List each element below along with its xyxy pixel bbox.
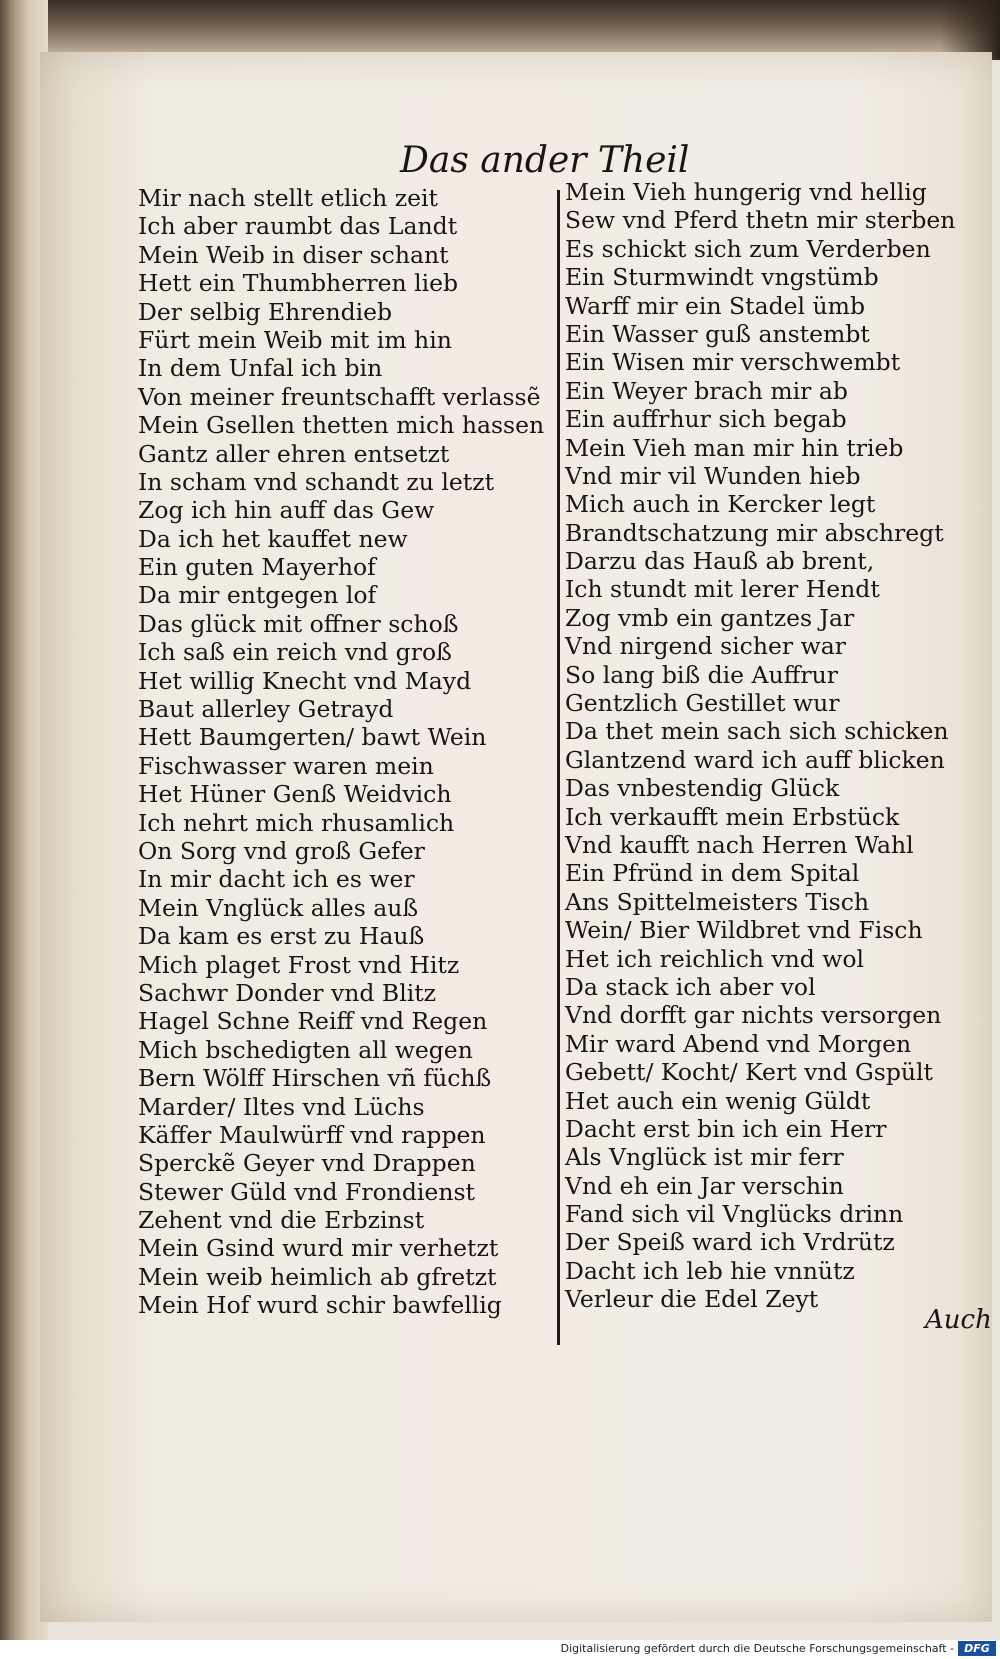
verse-line: Ich aber raumbt das Landt (138, 212, 458, 241)
verse-line: Ich verkaufft mein Erbstück (565, 802, 900, 831)
verse-line: Mich bschedigten all wegen (138, 1035, 473, 1064)
verse-line: Mein Gsind wurd mir verhetzt (138, 1234, 499, 1263)
verse-line: Stewer Güld vnd Frondienst (138, 1177, 475, 1206)
verse-line: Glantzend ward ich auff blicken (565, 745, 945, 774)
verse-line: Ein Wasser guß anstembt (565, 319, 870, 348)
verse-line: Fischwasser waren mein (138, 751, 434, 780)
verse-line: Mein Vieh man mir hin trieb (565, 433, 904, 462)
verse-line: Ein Wisen mir verschwembt (565, 348, 901, 377)
verse-line: Sew vnd Pferd thetn mir sterben (565, 206, 956, 235)
verse-line: Verleur die Edel Zeyt (565, 1285, 819, 1314)
verse-line: Da mir entgegen lof (138, 581, 377, 610)
verse-line: Bern Wölff Hirschen vñ füchß (138, 1064, 492, 1093)
funding-notice: Digitalisierung gefördert durch die Deutsche Forschungsgemeinschaft - (560, 1642, 954, 1655)
verse-line: Hett ein Thumbherren lieb (138, 269, 459, 298)
verse-line: Mein Vnglück alles auß (138, 893, 419, 922)
verse-line: Käffer Maulwürff vnd rappen (138, 1120, 486, 1149)
catchword: Auch (925, 1305, 992, 1335)
verse-line: Ein auffrhur sich begab (565, 405, 847, 434)
verse-line: Hett Baumgerten/ bawt Wein (138, 723, 487, 752)
verse-line: Zog vmb ein gantzes Jar (565, 603, 855, 632)
verse-line: Mich plaget Frost vnd Hitz (138, 950, 460, 979)
verse-line: On Sorg vnd groß Gefer (138, 836, 425, 865)
verse-line: Sperckẽ Geyer vnd Drappen (138, 1149, 476, 1178)
verse-line: Vnd eh ein Jar verschin (565, 1171, 844, 1200)
verse-line: Ein Weyer brach mir ab (565, 376, 848, 405)
verse-line: Ich saß ein reich vnd groß (138, 638, 452, 667)
verse-line: Ein guten Mayerhof (138, 553, 376, 582)
verse-line: Sachwr Donder vnd Blitz (138, 978, 437, 1007)
verse-line: Dacht erst bin ich ein Herr (565, 1114, 887, 1143)
verse-line: Vnd kaufft nach Herren Wahl (565, 830, 914, 859)
verse-line: Ich stundt mit lerer Hendt (565, 575, 880, 604)
column-rule (557, 190, 560, 1345)
verse-line: Mein Vieh hungerig vnd hellig (565, 178, 927, 206)
verse-line: Als Vnglück ist mir ferr (565, 1143, 844, 1172)
verse-line: Zog ich hin auff das Gew (138, 496, 435, 525)
verse-line: Mir ward Abend vnd Morgen (565, 1029, 912, 1058)
verse-line: Gentzlich Gestillet wur (565, 689, 840, 718)
verse-line: So lang biß die Auffrur (565, 660, 838, 689)
verse-line: Da ich het kauffet new (138, 524, 408, 553)
verse-line: Da stack ich aber vol (565, 972, 816, 1001)
verse-line: Zehent vnd die Erbzinst (138, 1206, 425, 1235)
verse-line: Dacht ich leb hie vnnütz (565, 1256, 855, 1285)
verse-line: Mein Hof wurd schir bawfellig (138, 1291, 502, 1320)
dfg-logo: DFG (958, 1641, 996, 1656)
verse-line: Baut allerley Getrayd (138, 695, 394, 724)
verse-line: Mein Weib in diser schant (138, 240, 449, 269)
verse-line: Het ich reichlich vnd wol (565, 944, 865, 973)
verse-line: In dem Unfal ich bin (138, 354, 383, 383)
verse-line: In scham vnd schandt zu letzt (138, 467, 495, 496)
verse-line: Marder/ Iltes vnd Lüchs (138, 1092, 425, 1121)
verse-line: Der Speiß ward ich Vrdrütz (565, 1228, 895, 1257)
verse-line: Vnd nirgend sicher war (565, 632, 846, 661)
verse-line: Fürt mein Weib mit im hin (138, 325, 452, 354)
verse-line: Das vnbestendig Glück (565, 774, 840, 803)
left-column (138, 184, 544, 1320)
verse-line: Warff mir ein Stadel ümb (565, 291, 866, 320)
verse-line: Het auch ein wenig Güldt (565, 1086, 871, 1115)
verse-line: Gantz aller ehren entsetzt (138, 439, 450, 468)
verse-line: Brandtschatzung mir abschregt (565, 518, 944, 547)
verse-line: Hagel Schne Reiff vnd Regen (138, 1007, 488, 1036)
verse-line: Das glück mit offner schoß (138, 609, 459, 638)
running-head: Das ander Theil (400, 140, 690, 181)
verse-line: Het Hüner Genß Weidvich (138, 780, 452, 809)
verse-line: Ein Sturmwindt vngstümb (565, 263, 879, 292)
verse-line: Vnd mir vil Wunden hieb (565, 461, 861, 490)
verse-line: Gebett/ Kocht/ Kert vnd Gspült (565, 1058, 933, 1087)
verse-line: Fand sich vil Vnglücks drinn (565, 1200, 904, 1229)
verse-line: Da kam es erst zu Hauß (138, 922, 425, 951)
verse-line: In mir dacht ich es wer (138, 865, 415, 894)
right-column (565, 178, 955, 1314)
verse-line: Da thet mein sach sich schicken (565, 717, 949, 746)
verse-line: Mich auch in Kercker legt (565, 490, 876, 519)
verse-line: Es schickt sich zum Verderben (565, 234, 931, 263)
verse-line: Ich nehrt mich rhusamlich (138, 808, 455, 837)
verse-line: Ein Pfründ in dem Spital (565, 859, 860, 888)
verse-line: Mein Gsellen thetten mich hassen (138, 411, 545, 440)
verse-line: Ans Spittelmeisters Tisch (565, 887, 870, 916)
verse-line: Vnd dorfft gar nichts versorgen (565, 1001, 942, 1030)
verse-line: Mir nach stellt etlich zeit (138, 184, 438, 212)
verse-line: Der selbig Ehrendieb (138, 297, 393, 326)
verse-line: Darzu das Hauß ab brent, (565, 547, 875, 576)
book-top-edge (0, 0, 1000, 60)
verse-line: Mein weib heimlich ab gfretzt (138, 1262, 497, 1291)
verse-line: Wein/ Bier Wildbret vnd Fisch (565, 916, 923, 945)
verse-line: Het willig Knecht vnd Mayd (138, 666, 472, 695)
verse-line: Von meiner freuntschafft verlassẽ (138, 382, 541, 411)
